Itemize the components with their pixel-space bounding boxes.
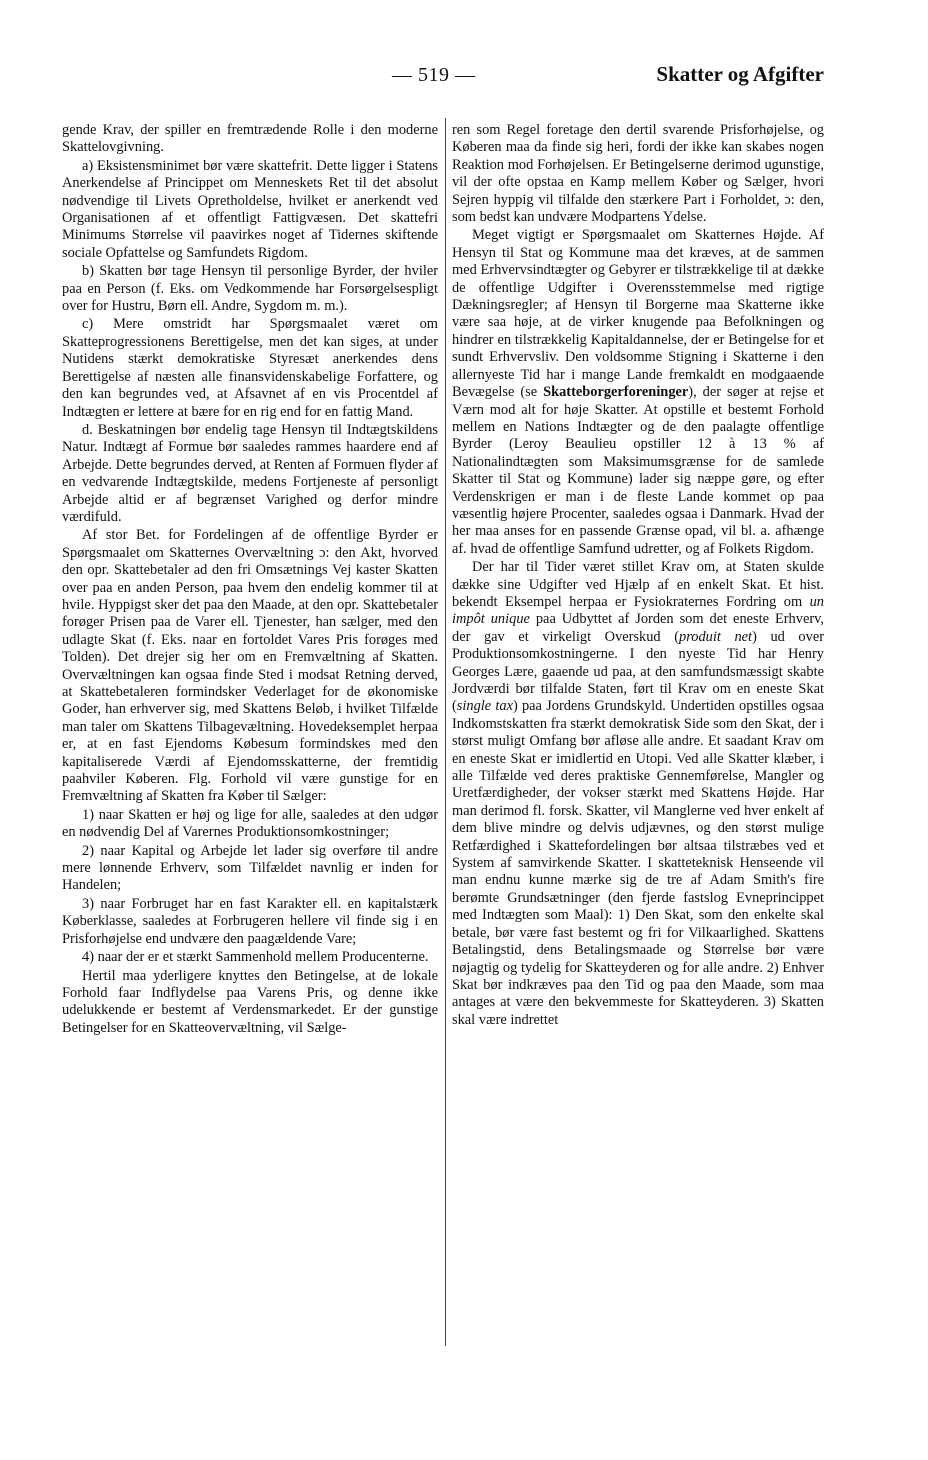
right-column	[452, 122, 824, 1344]
running-title: Skatter og Afgifter	[656, 62, 824, 86]
paragraph	[452, 559, 824, 1029]
text-run: paa Udbyttet af Jorden som det eneste Erhverv, der gav et virkeligt Overskud (	[452, 611, 824, 645]
paragraph: gende Krav, der spiller en fremtrædende Rolle i den moderne Skattelovgivning.	[62, 122, 438, 156]
paragraph: d. Beskatningen bør endelig tage Hensyn til Indtægtskildens Natur. Indtægt af Formue bør saaledes rammes haardere end af Arbejde. Dette begrundes derved, at Renten af Formuen flyder af en vedvarende Indtægtskilde, medens Fortjeneste af personligt Arbejde altid er af begrænset Varighed og derfor mindre værdifuld.	[62, 421, 438, 525]
list-item: 2) naar Kapital og Arbejde let lader sig overføre til andre mere lønnende Erhverv, som Tilfældet navnlig er inden for Handelen;	[62, 842, 438, 894]
italic-term: produit net	[679, 628, 753, 645]
italic-term: un impôt unique	[452, 593, 824, 628]
left-column	[62, 122, 438, 1344]
paragraph: Af stor Bet. for Fordelingen af de offentlige Byrder er Spørgsmaalet om Skatternes Overvæltning ɔ: den Akt, hvorved den opr. Skattebetaler ad den fri Omsætnings Vej kaster Skatten over paa en anden Person, paa hvem den endelig kommer til at hvile. Hyppigst sker det paa den Maade, at den opr. Skattebetaler forøger Prisen paa de Varer ell. Tjenester, han sælger, med den udlagte Skat (f. Eks. naar en fortoldet Vares Pris forøges med Tolden). Det drejer sig her om en Fremvæltning af Skatten. Overvæltningen kan ogsaa finde Sted i modsat Retning derved, at Skattebetaleren formindsker Vederlaget for de økonomiske Goder, han erhverver sig, med Skattens Beløb, i hvilket Tilfælde man taler om Skattens Tilbagevæltning. Hovedeksemplet herpaa er, at en fast Ejendoms Købesum formindskes med den kapitaliserede Værdi af Ejendomsskatterne, der fremtidig paahviler Køberen. Flg. Forhold vil være gunstige for en Fremvæltning af Skatten fra Køber til Sælger:	[62, 527, 438, 805]
page-header	[0, 64, 928, 92]
paragraph: a) Eksistensminimet bør være skattefrit. Dette ligger i Statens Anerkendelse af Princippet om Menneskets Ret til det absolut nødvendige til Livets Opretholdelse, hvilket er anerkendt ved Organisationen af et offentligt Fattigvæsen. Det skattefri Minimums Størrelse vil paavirkes noget af Tidernes skiftende sociale Opfattelse og Samfundets Rigdom.	[62, 157, 438, 261]
italic-term: single tax	[456, 698, 513, 715]
text-run: ) ud over Produktionsomkostningerne. I den nyeste Tid har Henry Georges Lære, gaaende ud paa, at den samfundsmæssigt skabte Jordværdi bør tilfalde Staten, ført til Krav om en eneste Skat (	[452, 628, 824, 715]
text-run: Meget vigtigt er Spørgsmaalet om Skatternes Højde. Af Hensyn til Stat og Kommune maa det kræves, at de sammen med Erhvervsindtægter og Gebyrer er tilstrækkelige til at dække de offentlige Udgifter i Overensstemmelse med rigtige Dækningsregler; af Hensyn til Borgerne maa Skatterne ikke være saa høje, at de virker knugende paa Befolkningen og hindrer en tilstrækkelig Kapitaldannelse, der er Betingelse for et sundt Erhvervsliv. Den voldsomme Stigning i Skatterne i den allernyeste Tid har i mange Lande fremkaldt en modgaaende Bevægelse (se	[452, 227, 824, 401]
list-item: 4) naar der er et stærkt Sammenhold mellem Producenterne.	[82, 949, 429, 966]
list-item: 1) naar Skatten er høj og lige for alle, saaledes at den udgør en nødvendig Del af Varernes Produktionsomkostninger;	[62, 806, 438, 841]
list-item: 3) naar Forbruget har en fast Karakter ell. en kapitalstærk Køberklasse, saaledes at Forbrugeren hellere vil finde sig i en Prisforhøjelse end undvære den paagældende Vare;	[62, 895, 438, 947]
text-run: ) paa Jordens Grundskyld. Undertiden opstilles ogsaa Indkomstskatten fra stærkt demokratisk Side som den Skat, der i størst muligt Omfang bør afløse alle andre. Et saadant Krav om en eneste Skat er imidlertid en Utopi. Ved alle Skatter klæber, i alle Tilfælde ved deres praktiske Gennemførelse, Mangler og Uretfærdigheder, der vokser stærkt med Skattens Højde. Har man derimod fl. forsk. Skatter, vil Manglerne ved hver enkelt af dem blive mindre og delvis udjævnes, og den størst mulige Retfærdighed i Skattefordelingen bør altsaa tilstræbes ved et System af samvirkende Skatter. I skatteteknisk Henseende vil man endnu kunne mærke sig de tre af Adam Smith's fire berømte Grundsætninger (den fjerde fastslog Evneprincippet med Indtægten som Maal): 1) Den Skat, som den enkelte skal betale, bør være fast bestemt og fri for Vilkaarlighed. Skattens Betalingstid, dens Betalingsmaade og Størrelse bør være nøjagtig og tydelig for Skatteyderen og for alle andre. 2) Enhver Skat bør indkræves paa den Tid og paa den Maade, som maa antages at være den bekvemmeste for Skatteyderen. 3) Skatten skal være indrettet	[452, 698, 824, 1028]
paragraph: ren som Regel foretage den dertil svarende Prisforhøjelse, og Køberen maa da finde sig heri, fordi der ikke kan skabes nogen Reaktion mod Forhøjelsen. Er Betingelserne derimod ugunstige, vil der ofte opstaa en Kamp mellem Køber og Sælger, hvori Sejren hyppig vil tilfalde den stærkere Part i Forholdet, ɔ: den, som bedst kan undvære Modpartens Ydelse.	[452, 122, 824, 226]
paragraph	[452, 227, 824, 558]
paragraph: b) Skatten bør tage Hensyn til personlige Byrder, der hviler paa en Person (f. Eks. om Vedkommende har Forsørgelsespligt over for Hustru, Børn ell. Andre, Sygdom m. m.).	[62, 263, 438, 315]
column-divider	[445, 118, 446, 1346]
paragraph: Hertil maa yderligere knyttes den Betingelse, at de lokale Forhold faar Indflydelse paa Varens Pris, og denne ikke udelukkende er bestemt af Verdensmarkedet. Er der gunstige Betingelser for en Skatteovervæltning, vil Sælge-	[62, 967, 438, 1036]
cross-reference: Skatteborgerforeninger	[543, 384, 689, 401]
text-run: ), der søger at rejse et Værn mod alt for høje Skatter. At opstille et bestemt Forhold mellem en Nations Indtægter og de den paalagte offentlige Byrder (Leroy Beaulieu opstiller 12 à 13 % af Nationalindtægten som Maksimumsgrænse for de samlede Skatter til Stat og Kommune) lader sig næppe gøre, og efter Verdenskrigen er man i de fleste Lande kommet op paa væsentlig højere Procenter, saaledes ogsaa i Danmark. Hvad der her maa anses for en passende Grænse opad, vil bl. a. afhænge af. hvad de offentlige Samfund udretter, og af Folkets Rigdom.	[452, 384, 824, 557]
text-run: Der har til Tider været stillet Krav om, at Staten skulde dække sine Udgifter ved Hjælp af en enkelt Skat. Et hist. bekendt Eksempel herpaa er Fysiokraternes Fordring om	[452, 559, 824, 610]
page-number: — 519 —	[392, 64, 476, 86]
paragraph: c) Mere omstridt har Spørgsmaalet været om Skatteprogressionens Berettigelse, men det kan siges, at under Nutidens stærkt demokratiske Styresæt anerkendes dens Berettigelse af næsten alle finansvidenskabelige Forfattere, og den kan begrundes ved, at Afsavnet af en vis Procentdel af Indtægten er lettere at bære for en rig end for en fattig Mand.	[62, 316, 438, 420]
